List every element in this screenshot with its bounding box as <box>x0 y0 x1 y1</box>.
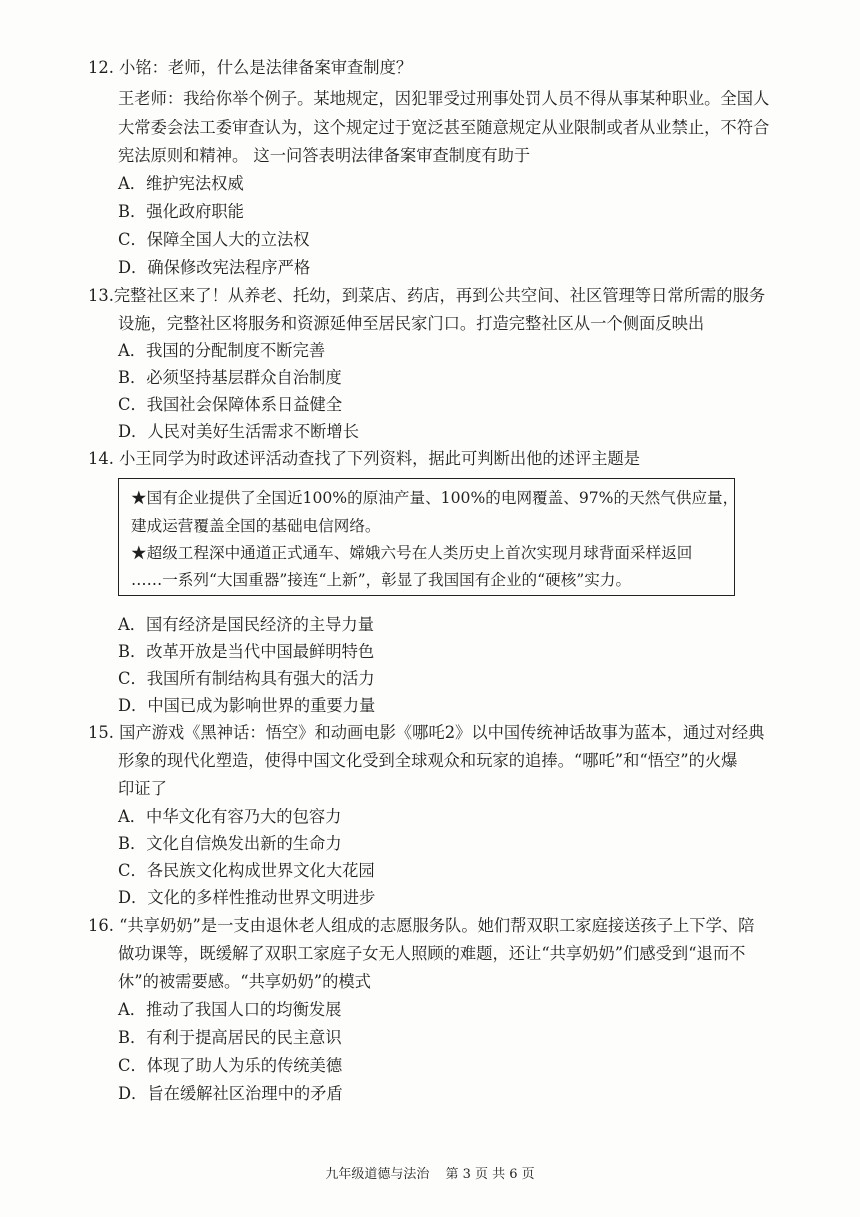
question-12-stem-line: 王老师：我给你举个例子。某地规定，因犯罪受过刑事处罚人员不得从事某种职业。全国人 <box>118 89 770 108</box>
question-16-stem-line: 休”的被需要感。“共享奶奶”的模式 <box>118 972 371 991</box>
question-15-stem-line: 形象的现代化塑造，使得中国文化受到全球观众和玩家的追捧。“哪吒”和“悟空”的火爆 <box>118 751 738 770</box>
question-13-stem-line: 13.完整社区来了！从养老、托幼，到菜店、药店，再到公共空间、社区管理等日常所需的服务 <box>88 286 766 305</box>
question-15-option-a: A．中华文化有容乃大的包容力 <box>118 807 342 826</box>
question-12-option-d: D．确保修改宪法程序严格 <box>118 258 311 277</box>
question-14-option-a: A．国有经济是国民经济的主导力量 <box>118 615 374 634</box>
question-13-option-b: B．必须坚持基层群众自治制度 <box>118 368 342 387</box>
question-15-option-c: C．各民族文化构成世界文化大花园 <box>118 861 375 880</box>
question-12-option-a: A．维护宪法权威 <box>118 174 244 193</box>
question-13-option-a: A．我国的分配制度不断完善 <box>118 341 326 360</box>
page-footer <box>0 1166 860 1184</box>
question-14-option-c: C．我国所有制结构具有强大的活力 <box>118 669 375 688</box>
material-line: ……一系列“大国重器”接连“上新”，彰显了我国国有企业的“硬核”实力。 <box>131 571 632 589</box>
question-16-stem-line: 做功课等，既缓解了双职工家庭子女无人照顾的难题，还让“共享奶奶”们感受到“退而不 <box>118 944 746 963</box>
question-16-option-c: C．体现了助人为乐的传统美德 <box>118 1056 343 1075</box>
footer-subject: 九年级道德与法治 <box>325 1167 430 1182</box>
question-14-stem-line: 14. 小王同学为时政述评活动查找了下列资料，据此可判断出他的述评主题是 <box>88 449 641 468</box>
question-12-stem-line: 宪法原则和精神。 这一问答表明法律备案审查制度有助于 <box>118 146 531 165</box>
material-line: 建成运营覆盖全国的基础电信网络。 <box>131 517 381 535</box>
question-16-option-d: D．旨在缓解社区治理中的矛盾 <box>118 1084 343 1103</box>
question-15-stem-line: 15. 国产游戏《黑神话：悟空》和动画电影《哪吒2》以中国传统神话故事为蓝本，通过对经典 <box>88 723 765 742</box>
question-16-option-b: B．有利于提高居民的民主意识 <box>118 1028 342 1047</box>
footer-page-number: 第 3 页 共 6 页 <box>445 1167 535 1182</box>
question-15-option-d: D．文化的多样性推动世界文明进步 <box>118 888 376 907</box>
question-12-stem-line: 12. 小铭：老师，什么是法律备案审查制度？ <box>88 58 413 77</box>
material-box <box>118 478 739 596</box>
question-16-stem-line: 16. “共享奶奶”是一支由退休老人组成的志愿服务队。她们帮双职工家庭接送孩子上下学、陪 <box>88 916 755 935</box>
question-13-option-c: C．我国社会保障体系日益健全 <box>118 395 343 414</box>
question-13-option-d: D．人民对美好生活需求不断增长 <box>118 422 359 441</box>
material-line: ★超级工程深中通道正式通车、嫦娥六号在人类历史上首次实现月球背面采样返回 <box>131 544 693 562</box>
material-line: ★国有企业提供了全国近100%的原油产量、100%的电网覆盖、97%的天然气供应量， <box>131 489 739 507</box>
question-13-stem-line: 设施，完整社区将服务和资源延伸至居民家门口。打造完整社区从一个侧面反映出 <box>118 314 705 333</box>
question-14-option-d: D．中国已成为影响世界的重要力量 <box>118 696 376 715</box>
question-15-stem-line: 印证了 <box>118 779 167 798</box>
question-12-option-c: C．保障全国人大的立法权 <box>118 230 310 249</box>
question-16-option-a: A．推动了我国人口的均衡发展 <box>118 1000 342 1019</box>
question-15-option-b: B．文化自信焕发出新的生命力 <box>118 834 342 853</box>
question-12-stem-line: 大常委会法工委审查认为，这个规定过于宽泛甚至随意规定从业限制或者从业禁止，不符合 <box>118 118 770 137</box>
question-14-option-b: B．改革开放是当代中国最鲜明特色 <box>118 642 375 661</box>
question-12-option-b: B．强化政府职能 <box>118 202 244 221</box>
